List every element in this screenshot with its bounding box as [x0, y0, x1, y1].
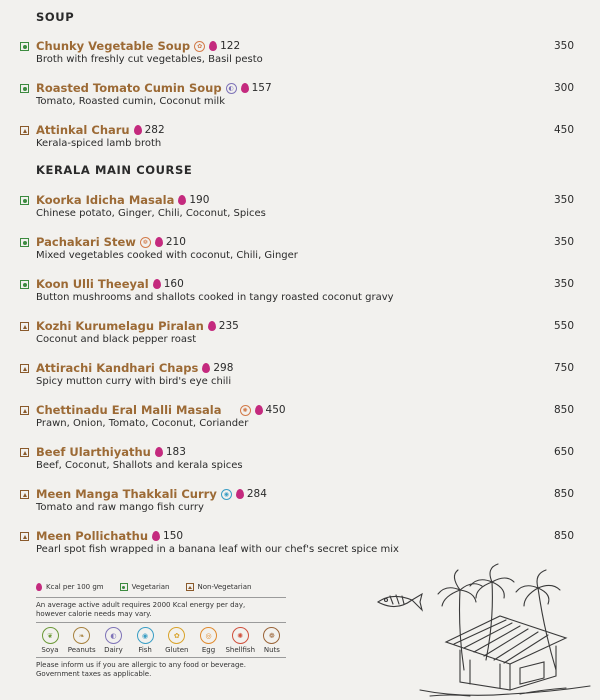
item-description: Coconut and black pepper roast [36, 334, 197, 345]
divider [36, 657, 286, 658]
menu-item [20, 528, 580, 562]
nonveg-marker-icon [20, 448, 29, 457]
legend-nonveg-label: Non-Vegetarian [197, 583, 252, 591]
menu-item [20, 486, 580, 520]
item-kcal: 122 [220, 40, 241, 52]
veg-marker-icon [120, 583, 128, 591]
veg-marker-icon [20, 196, 29, 205]
kerala-hut-illustration [360, 560, 600, 700]
energy-note-line: An average active adult requires 2000 Kcal energy per day, [36, 601, 246, 609]
item-kcal: 282 [144, 124, 165, 136]
item-name: Koorka Idicha Masala [36, 193, 175, 207]
soya-icon: ❦ [42, 627, 59, 644]
fish-icon: ◉ [137, 627, 154, 644]
menu-item [20, 444, 580, 478]
item-description: Chinese potato, Ginger, Chili, Coconut, Spices [36, 208, 266, 219]
fish-icon: ◉ [221, 489, 232, 500]
menu-item [20, 402, 580, 436]
section-title-main-course: KERALA MAIN COURSE [36, 163, 193, 177]
item-kcal: 284 [246, 488, 267, 500]
item-description: Button mushrooms and shallots cooked in tangy roasted coconut gravy [36, 292, 394, 303]
kcal-icon [241, 83, 249, 93]
item-description: Pearl spot fish wrapped in a banana leaf with our chef's secret spice mix [36, 544, 399, 555]
item-kcal: 160 [163, 278, 184, 290]
kcal-icon [155, 447, 163, 457]
item-price: 350 [553, 236, 574, 248]
nonveg-marker-icon [20, 406, 29, 415]
peanuts-icon: ❧ [73, 627, 90, 644]
kcal-icon [178, 195, 186, 205]
menu-item [20, 234, 580, 268]
item-name: Chettinadu Eral Malli Masala [36, 403, 222, 417]
item-price: 650 [553, 446, 574, 458]
item-name: Meen Manga Thakkali Curry [36, 487, 217, 501]
item-name: Attirachi Kandhari Chaps [36, 361, 199, 375]
kcal-icon [208, 321, 216, 331]
item-name: Koon Ulli Theeyal [36, 277, 149, 291]
item-name: Roasted Tomato Cumin Soup [36, 81, 222, 95]
veg-marker-icon [20, 84, 29, 93]
shellfish-icon: ✺ [240, 405, 251, 416]
nuts-icon: ❁ [263, 627, 280, 644]
shellfish-icon: ✺ [232, 627, 249, 644]
kcal-icon [152, 531, 160, 541]
item-description: Prawn, Onion, Tomato, Coconut, Coriander [36, 418, 249, 429]
veg-marker-icon [20, 42, 29, 51]
item-price: 850 [553, 530, 574, 542]
item-price: 300 [553, 82, 574, 94]
item-kcal: 157 [251, 82, 272, 94]
menu-item [20, 276, 580, 310]
item-kcal: 210 [165, 236, 186, 248]
item-price: 850 [553, 404, 574, 416]
item-description: Beef, Coconut, Shallots and kerala spices [36, 460, 243, 471]
nonveg-marker-icon [186, 583, 194, 591]
kcal-icon [209, 41, 217, 51]
item-description: Tomato and raw mango fish curry [36, 502, 204, 513]
gluten-icon: ✿ [194, 41, 205, 52]
legend-kcal-label: Kcal per 100 gm [46, 583, 104, 591]
item-price: 750 [553, 362, 574, 374]
kcal-icon [202, 363, 210, 373]
allergen-label: Fish [138, 646, 152, 654]
kcal-icon [153, 279, 161, 289]
menu-item [20, 38, 580, 72]
item-name: Beef Ularthiyathu [36, 445, 151, 459]
item-description: Spicy mutton curry with bird's eye chili [36, 376, 232, 387]
allergen-label: Dairy [104, 646, 123, 654]
veg-marker-icon [20, 280, 29, 289]
item-description: Tomato, Roasted cumin, Coconut milk [36, 96, 225, 107]
allergy-note [36, 661, 286, 679]
item-price: 450 [553, 124, 574, 136]
kcal-icon [134, 125, 142, 135]
nonveg-marker-icon [20, 490, 29, 499]
section-title-soup: SOUP [36, 10, 75, 24]
nonveg-marker-icon [20, 364, 29, 373]
energy-note [36, 601, 286, 619]
item-description: Broth with freshly cut vegetables, Basil pesto [36, 54, 263, 65]
allergen-label: Soya [41, 646, 59, 654]
egg-icon: ◎ [200, 627, 217, 644]
menu-item [20, 318, 580, 352]
item-name: Chunky Vegetable Soup [36, 39, 191, 53]
allergen-label: Gluten [165, 646, 189, 654]
legend-veg-label: Vegetarian [131, 583, 170, 591]
divider [36, 622, 286, 623]
item-price: 850 [553, 488, 574, 500]
nuts-icon: ❁ [140, 237, 151, 248]
allergy-note-line: Please inform us if you are allergic to any food or beverage. [36, 661, 246, 669]
nonveg-marker-icon [20, 126, 29, 135]
divider [36, 597, 286, 598]
item-kcal: 183 [165, 446, 186, 458]
item-kcal: 150 [163, 530, 184, 542]
menu-item [20, 192, 580, 226]
dairy-icon: ◐ [105, 627, 122, 644]
allergen-label: Egg [201, 646, 216, 654]
item-kcal: 235 [218, 320, 239, 332]
allergen-label: Shellfish [225, 646, 256, 654]
kcal-icon [236, 489, 244, 499]
item-name: Kozhi Kurumelagu Piralan [36, 319, 204, 333]
allergen-label: Nuts [263, 646, 280, 654]
energy-note-line: however calorie needs may vary. [36, 610, 152, 618]
item-kcal: 190 [189, 194, 210, 206]
nonveg-marker-icon [20, 322, 29, 331]
nonveg-marker-icon [20, 532, 29, 541]
item-kcal: 298 [213, 362, 234, 374]
item-description: Kerala-spiced lamb broth [36, 138, 162, 149]
dairy-icon: ◐ [226, 83, 237, 94]
gluten-icon: ✿ [168, 627, 185, 644]
menu-item [20, 122, 580, 156]
item-name: Meen Pollichathu [36, 529, 149, 543]
item-name: Pachakari Stew [36, 235, 136, 249]
veg-marker-icon [20, 238, 29, 247]
kcal-icon [155, 237, 163, 247]
allergy-note-line: Government taxes as applicable. [36, 670, 152, 678]
menu-item [20, 360, 580, 394]
item-price: 550 [553, 320, 574, 332]
item-description: Mixed vegetables cooked with coconut, Chili, Ginger [36, 250, 298, 261]
item-name: Attinkal Charu [36, 123, 130, 137]
kcal-icon [255, 405, 263, 415]
menu-item [20, 80, 580, 114]
item-price: 350 [553, 40, 574, 52]
item-price: 350 [553, 194, 574, 206]
allergen-label: Peanuts [67, 646, 96, 654]
legend [36, 580, 286, 679]
item-kcal: 450 [265, 404, 286, 416]
item-price: 350 [553, 278, 574, 290]
allergen-legend [36, 627, 286, 654]
kcal-icon [36, 583, 42, 591]
